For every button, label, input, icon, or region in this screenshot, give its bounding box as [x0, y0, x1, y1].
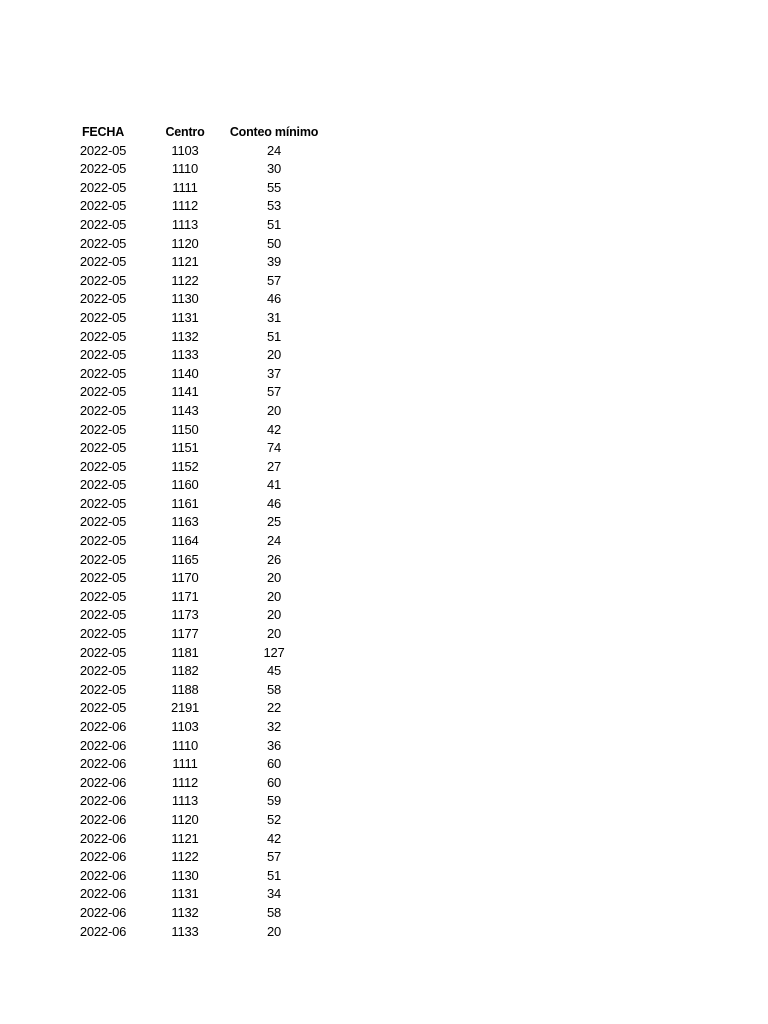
table-row — [62, 867, 322, 886]
cell-conteo-minimo: 39 — [266, 254, 282, 270]
cell-fecha: 2022-06 — [79, 756, 127, 772]
cell-conteo-minimo: 24 — [266, 142, 282, 158]
cell-centro: 1143 — [171, 402, 199, 418]
cell-conteo-minimo: 24 — [266, 533, 282, 549]
cell-fecha: 2022-05 — [79, 477, 127, 493]
cell-centro: 1120 — [171, 235, 199, 251]
cell-conteo-minimo: 31 — [266, 309, 282, 325]
table-row — [62, 625, 322, 644]
table-row — [62, 923, 322, 942]
cell-centro: 1132 — [171, 328, 199, 344]
cell-fecha: 2022-06 — [79, 737, 127, 753]
table-row — [62, 309, 322, 328]
table-row — [62, 718, 322, 737]
cell-fecha: 2022-05 — [79, 663, 127, 679]
table-row — [62, 421, 322, 440]
table-row — [62, 774, 322, 793]
cell-conteo-minimo: 58 — [266, 681, 282, 697]
cell-centro: 2191 — [170, 700, 200, 716]
cell-centro: 1122 — [171, 272, 199, 288]
cell-centro: 1164 — [171, 533, 199, 549]
table-row — [62, 830, 322, 849]
cell-centro: 1160 — [171, 477, 199, 493]
cell-conteo-minimo: 26 — [266, 551, 282, 567]
cell-centro: 1173 — [171, 607, 199, 623]
cell-fecha: 2022-05 — [79, 421, 127, 437]
table-row — [62, 458, 322, 477]
table-row — [62, 216, 322, 235]
cell-fecha: 2022-05 — [79, 235, 127, 251]
cell-conteo-minimo: 50 — [266, 235, 282, 251]
cell-fecha: 2022-05 — [79, 607, 127, 623]
cell-conteo-minimo: 46 — [266, 291, 282, 307]
header-fecha: FECHA — [81, 125, 125, 139]
table-row — [62, 662, 322, 681]
table-row — [62, 235, 322, 254]
cell-conteo-minimo: 36 — [266, 737, 282, 753]
cell-conteo-minimo: 34 — [266, 886, 282, 902]
cell-fecha: 2022-05 — [79, 216, 127, 232]
cell-centro: 1141 — [171, 384, 199, 400]
cell-fecha: 2022-05 — [79, 328, 127, 344]
cell-centro: 1113 — [171, 793, 199, 809]
cell-centro: 1112 — [171, 198, 199, 214]
cell-conteo-minimo: 25 — [266, 514, 282, 530]
table-row — [62, 328, 322, 347]
cell-fecha: 2022-05 — [79, 440, 127, 456]
cell-centro: 1165 — [171, 551, 199, 567]
table-row — [62, 160, 322, 179]
cell-centro: 1170 — [171, 570, 199, 586]
cell-conteo-minimo: 58 — [266, 904, 282, 920]
cell-fecha: 2022-05 — [79, 700, 127, 716]
table-row — [62, 681, 322, 700]
cell-conteo-minimo: 57 — [266, 384, 282, 400]
cell-fecha: 2022-06 — [79, 811, 127, 827]
cell-centro: 1161 — [171, 495, 199, 511]
table-row — [62, 885, 322, 904]
cell-conteo-minimo: 27 — [266, 458, 282, 474]
cell-centro: 1121 — [171, 254, 199, 270]
cell-fecha: 2022-05 — [79, 161, 127, 177]
cell-centro: 1110 — [171, 161, 199, 177]
cell-fecha: 2022-06 — [79, 774, 127, 790]
table-row — [62, 142, 322, 161]
cell-fecha: 2022-05 — [79, 588, 127, 604]
table-row — [62, 402, 322, 421]
cell-centro: 1111 — [172, 756, 198, 772]
cell-conteo-minimo: 20 — [266, 626, 282, 642]
table-row — [62, 848, 322, 867]
spreadsheet-page — [62, 123, 322, 941]
cell-fecha: 2022-05 — [79, 495, 127, 511]
cell-conteo-minimo: 51 — [266, 328, 282, 344]
cell-centro: 1171 — [171, 588, 199, 604]
table-row — [62, 179, 322, 198]
cell-fecha: 2022-05 — [79, 570, 127, 586]
cell-centro: 1121 — [171, 830, 199, 846]
cell-centro: 1133 — [171, 923, 199, 939]
table-row — [62, 551, 322, 570]
table-row — [62, 272, 322, 291]
table-row — [62, 755, 322, 774]
cell-conteo-minimo: 41 — [266, 477, 282, 493]
cell-fecha: 2022-05 — [79, 309, 127, 325]
table-body — [62, 142, 322, 942]
cell-centro: 1103 — [171, 719, 199, 734]
cell-centro: 1131 — [171, 886, 199, 902]
cell-conteo-minimo: 57 — [266, 849, 282, 865]
cell-conteo-minimo: 20 — [266, 923, 282, 939]
cell-fecha: 2022-06 — [79, 849, 127, 865]
cell-conteo-minimo: 60 — [266, 774, 282, 790]
cell-centro: 1151 — [171, 440, 199, 456]
table-row — [62, 253, 322, 272]
cell-centro: 1132 — [171, 904, 199, 920]
header-centro: Centro — [165, 125, 205, 139]
table-row — [62, 495, 322, 514]
cell-fecha: 2022-06 — [79, 719, 127, 734]
table-row — [62, 365, 322, 384]
cell-conteo-minimo: 55 — [266, 179, 282, 195]
cell-conteo-minimo: 57 — [266, 272, 282, 288]
cell-centro: 1103 — [171, 142, 199, 158]
cell-fecha: 2022-05 — [79, 347, 127, 363]
cell-fecha: 2022-06 — [79, 904, 127, 920]
cell-fecha: 2022-06 — [79, 923, 127, 939]
cell-conteo-minimo: 59 — [266, 793, 282, 809]
cell-centro: 1130 — [171, 867, 199, 883]
cell-fecha: 2022-05 — [79, 551, 127, 567]
cell-centro: 1181 — [171, 644, 199, 660]
cell-conteo-minimo: 30 — [266, 161, 282, 177]
cell-conteo-minimo: 20 — [266, 607, 282, 623]
cell-fecha: 2022-05 — [79, 198, 127, 214]
data-table — [62, 123, 322, 941]
cell-conteo-minimo: 20 — [266, 402, 282, 418]
cell-conteo-minimo: 127 — [263, 644, 285, 660]
table-row — [62, 197, 322, 216]
table-row — [62, 532, 322, 551]
cell-centro: 1152 — [171, 458, 199, 474]
table-row — [62, 644, 322, 663]
table-row — [62, 792, 322, 811]
cell-fecha: 2022-05 — [79, 514, 127, 530]
cell-centro: 1110 — [171, 737, 199, 753]
cell-conteo-minimo: 52 — [266, 811, 282, 827]
cell-centro: 1133 — [171, 347, 199, 363]
cell-conteo-minimo: 22 — [266, 700, 282, 716]
cell-fecha: 2022-06 — [79, 867, 127, 883]
table-row — [62, 699, 322, 718]
cell-centro: 1177 — [171, 626, 199, 642]
cell-centro: 1163 — [171, 514, 199, 530]
table-row — [62, 737, 322, 756]
cell-conteo-minimo: 60 — [266, 756, 282, 772]
cell-conteo-minimo: 74 — [266, 440, 282, 456]
cell-fecha: 2022-06 — [79, 830, 127, 846]
table-row — [62, 904, 322, 923]
cell-centro: 1131 — [171, 309, 199, 325]
cell-fecha: 2022-05 — [79, 402, 127, 418]
cell-fecha: 2022-05 — [79, 533, 127, 549]
cell-conteo-minimo: 20 — [266, 570, 282, 586]
cell-conteo-minimo: 42 — [266, 830, 282, 846]
cell-conteo-minimo: 51 — [266, 867, 282, 883]
cell-fecha: 2022-05 — [79, 384, 127, 400]
table-row — [62, 513, 322, 532]
cell-fecha: 2022-06 — [79, 886, 127, 902]
table-row — [62, 569, 322, 588]
cell-conteo-minimo: 45 — [266, 663, 282, 679]
table-row — [62, 811, 322, 830]
header-conteo-minimo: Conteo mínimo — [229, 125, 319, 139]
table-row — [62, 476, 322, 495]
table-row — [62, 606, 322, 625]
table-row — [62, 383, 322, 402]
cell-conteo-minimo: 37 — [266, 365, 282, 381]
cell-fecha: 2022-05 — [79, 272, 127, 288]
cell-centro: 1130 — [171, 291, 199, 307]
table-row — [62, 290, 322, 309]
cell-centro: 1182 — [171, 663, 199, 679]
cell-conteo-minimo: 20 — [266, 588, 282, 604]
cell-conteo-minimo: 53 — [266, 198, 282, 214]
cell-conteo-minimo: 51 — [266, 216, 282, 232]
header-row — [62, 123, 322, 142]
cell-fecha: 2022-05 — [79, 291, 127, 307]
table-row — [62, 346, 322, 365]
cell-centro: 1188 — [171, 681, 199, 697]
cell-conteo-minimo: 42 — [266, 421, 282, 437]
cell-fecha: 2022-05 — [79, 142, 127, 158]
cell-centro: 1112 — [171, 774, 199, 790]
cell-fecha: 2022-05 — [79, 644, 127, 660]
cell-centro: 1111 — [172, 179, 198, 195]
cell-conteo-minimo: 32 — [266, 719, 282, 734]
cell-fecha: 2022-05 — [79, 179, 127, 195]
cell-centro: 1120 — [171, 811, 199, 827]
cell-fecha: 2022-05 — [79, 365, 127, 381]
cell-fecha: 2022-06 — [79, 793, 127, 809]
cell-fecha: 2022-05 — [79, 458, 127, 474]
cell-centro: 1140 — [171, 365, 199, 381]
table-row — [62, 439, 322, 458]
cell-centro: 1150 — [171, 421, 199, 437]
table-row — [62, 588, 322, 607]
cell-centro: 1122 — [171, 849, 199, 865]
cell-conteo-minimo: 20 — [266, 347, 282, 363]
cell-fecha: 2022-05 — [79, 626, 127, 642]
cell-fecha: 2022-05 — [79, 681, 127, 697]
cell-centro: 1113 — [171, 216, 199, 232]
cell-fecha: 2022-05 — [79, 254, 127, 270]
cell-conteo-minimo: 46 — [266, 495, 282, 511]
